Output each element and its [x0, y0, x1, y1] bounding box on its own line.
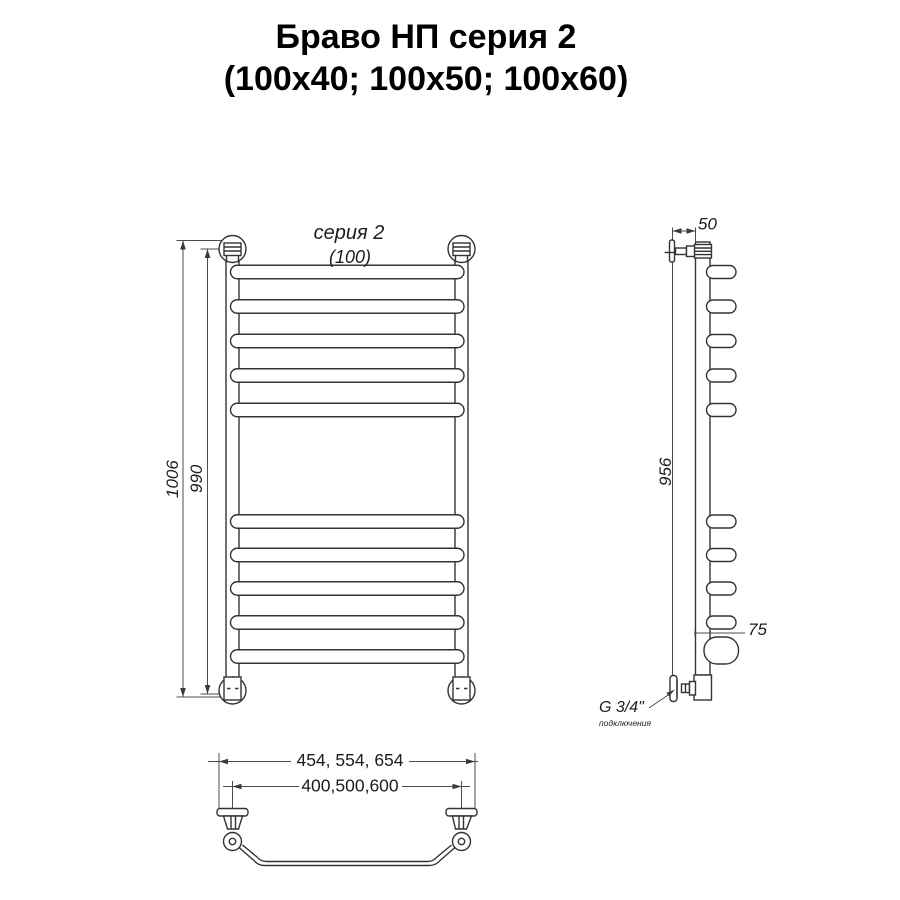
- wall-bracket-bottom-left: [219, 677, 246, 704]
- rung: [231, 265, 465, 279]
- connection-note: подключения: [599, 718, 651, 728]
- side-dim-bottom-depth: 75: [748, 620, 767, 639]
- rung: [231, 582, 465, 596]
- front-rail: [219, 236, 475, 705]
- rung: [231, 300, 465, 314]
- side-rung-tab: [707, 616, 737, 629]
- wall-bracket-bottom-right: [448, 677, 475, 704]
- side-bottom-collector-tab: [704, 637, 739, 664]
- rung: [231, 403, 465, 417]
- bottom-view: [208, 750, 478, 866]
- side-rung-tab: [707, 549, 737, 562]
- connection-callout: [599, 690, 675, 729]
- front-dim-rail-height: 990: [187, 464, 206, 493]
- rung: [231, 369, 465, 383]
- bottom-bracket-left: [217, 809, 248, 851]
- side-rung-tab: [707, 515, 737, 528]
- drawing-title-line2: (100x40; 100x50; 100x60): [223, 60, 629, 98]
- side-bottom-flange: [670, 676, 677, 702]
- front-view: [163, 222, 475, 704]
- front-series-label: серия 2: [313, 222, 385, 244]
- rung: [231, 334, 465, 348]
- wall-bracket-top-left: [219, 236, 246, 263]
- side-bottom-collector: [694, 675, 712, 700]
- rung: [231, 650, 465, 664]
- side-rung-tab: [707, 369, 737, 382]
- drawing-title-line1: Браво НП серия 2: [275, 18, 577, 56]
- bottom-dim-overall-width: 454, 554, 654: [296, 750, 404, 770]
- side-rung-tab: [707, 300, 737, 313]
- rung: [231, 515, 465, 529]
- side-rung-tab: [707, 404, 737, 417]
- rung: [231, 548, 465, 562]
- bottom-rung-tube: [239, 845, 455, 866]
- side-rung-tab: [707, 582, 737, 595]
- rung: [231, 616, 465, 630]
- wall-bracket-top-right: [448, 236, 475, 263]
- bottom-dimensions: [208, 750, 478, 809]
- side-top-flange: [670, 240, 675, 262]
- connection-thread-label: G 3/4": [599, 699, 644, 716]
- side-dim-mount-height: 956: [656, 457, 675, 486]
- side-rail: [665, 240, 739, 702]
- side-view: [599, 215, 767, 729]
- bottom-dim-mount-width: 400,500,600: [301, 775, 399, 796]
- front-dim-overall-height: 1006: [163, 460, 182, 498]
- bottom-bracket-right: [446, 809, 477, 851]
- side-rung-tab: [707, 266, 737, 279]
- side-dim-wall-offset: 50: [698, 214, 717, 234]
- side-rung-tab: [707, 335, 737, 348]
- front-size-label: (100): [328, 247, 372, 267]
